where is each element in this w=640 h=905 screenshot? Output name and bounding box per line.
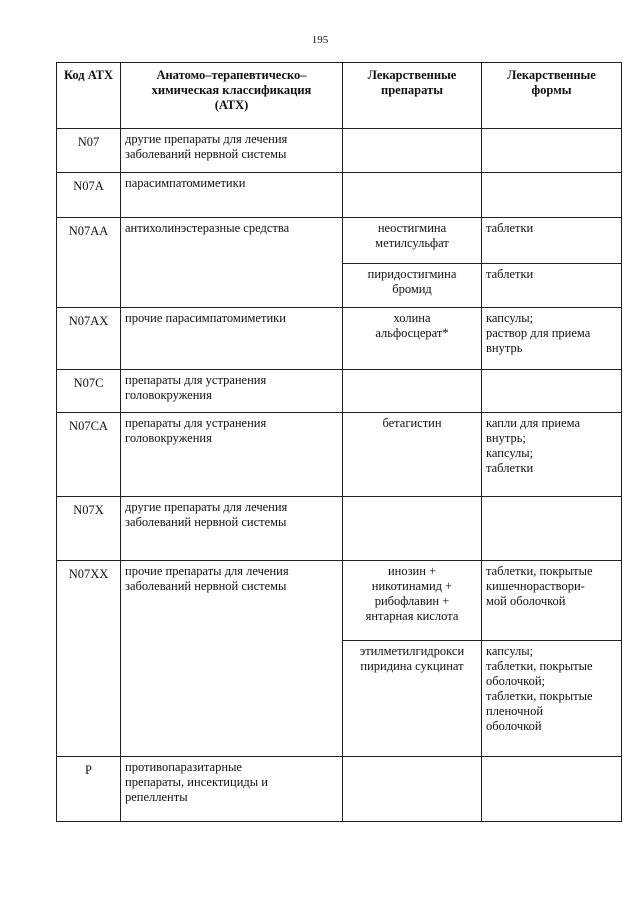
classification-cell: противопаразитарные препараты, инсектициды и репелленты	[121, 757, 343, 822]
atx-code: N07	[57, 129, 121, 173]
table-row	[57, 561, 622, 641]
classification-cell: прочие парасимпатомиметики	[121, 308, 343, 370]
drug-cell	[343, 757, 482, 822]
table-row	[57, 218, 622, 264]
forms-cell	[482, 129, 622, 173]
drug-cell	[343, 129, 482, 173]
classification-cell: другие препараты для лечения заболеваний нервной системы	[121, 497, 343, 561]
header-classification: Анатомо–терапевтическо– химическая классификация (АТХ)	[121, 63, 343, 129]
classification-cell: препараты для устранения головокружения	[121, 370, 343, 413]
header-forms: Лекарственные формы	[482, 63, 622, 129]
atx-code: N07AX	[57, 308, 121, 370]
atx-code: P	[57, 757, 121, 822]
forms-cell: таблетки	[482, 264, 622, 308]
drug-cell: бетагистин	[343, 413, 482, 497]
table-row	[57, 308, 622, 370]
atx-code: N07XX	[57, 561, 121, 757]
drug-cell	[343, 370, 482, 413]
forms-cell: капсулы; таблетки, покрытые оболочкой; таблетки, покрытые пленочной оболочкой	[482, 641, 622, 757]
table-row	[57, 413, 622, 497]
forms-cell: капсулы; раствор для приема внутрь	[482, 308, 622, 370]
page-number: 195	[311, 34, 329, 46]
table-header-row	[57, 63, 622, 129]
forms-cell	[482, 370, 622, 413]
drug-cell: пиридостигмина бромид	[343, 264, 482, 308]
atx-code: N07CA	[57, 413, 121, 497]
forms-cell	[482, 757, 622, 822]
forms-cell: таблетки	[482, 218, 622, 264]
atx-code: N07AA	[57, 218, 121, 308]
forms-cell: капли для приема внутрь; капсулы; таблетки	[482, 413, 622, 497]
forms-cell	[482, 497, 622, 561]
drug-cell: неостигмина метилсульфат	[343, 218, 482, 264]
table-row	[57, 497, 622, 561]
classification-cell: парасимпатомиметики	[121, 173, 343, 218]
header-code: Код АТХ	[57, 63, 121, 129]
classification-cell: прочие препараты для лечения заболеваний нервной системы	[121, 561, 343, 757]
atx-code: N07A	[57, 173, 121, 218]
classification-cell: препараты для устранения головокружения	[121, 413, 343, 497]
atx-code: N07X	[57, 497, 121, 561]
atx-code: N07C	[57, 370, 121, 413]
table-row	[57, 370, 622, 413]
table-row	[57, 173, 622, 218]
drug-cell	[343, 173, 482, 218]
drug-cell: этилметилгидрокси пиридина сукцинат	[343, 641, 482, 757]
classification-cell: другие препараты для лечения заболеваний нервной системы	[121, 129, 343, 173]
classification-cell: антихолинэстеразные средства	[121, 218, 343, 308]
forms-cell	[482, 173, 622, 218]
drug-cell	[343, 497, 482, 561]
drug-cell: инозин + никотинамид + рибофлавин + янтарная кислота	[343, 561, 482, 641]
header-drugs: Лекарственные препараты	[343, 63, 482, 129]
table-row	[57, 757, 622, 822]
forms-cell: таблетки, покрытые кишечнораствори- мой оболочкой	[482, 561, 622, 641]
atx-table	[56, 62, 622, 822]
table-row	[57, 129, 622, 173]
drug-cell: холина альфосцерат*	[343, 308, 482, 370]
